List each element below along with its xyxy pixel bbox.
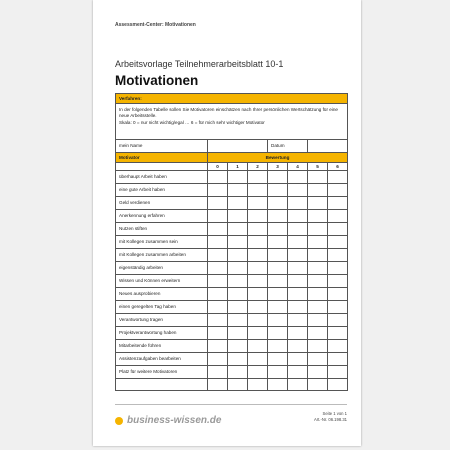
rating-cell[interactable] (308, 171, 328, 184)
rating-cell[interactable] (228, 210, 248, 223)
table-row (116, 197, 348, 210)
rating-cell[interactable] (328, 210, 348, 223)
rating-cell[interactable] (308, 340, 328, 353)
rating-cell[interactable] (288, 366, 308, 379)
table-row (116, 210, 348, 223)
rating-cell[interactable] (288, 262, 308, 275)
rating-cell[interactable] (208, 197, 228, 210)
scale-value: 1 (228, 163, 248, 171)
rating-cell[interactable] (288, 184, 308, 197)
rating-cell[interactable] (228, 340, 248, 353)
procedure-text: In der folgenden Tabelle sollen Sie Motivatoren einschätzen nach Ihrer persönlichen Wertschätzung für eine neue Arbeitsstelle. (119, 107, 338, 118)
rating-cell[interactable] (328, 314, 348, 327)
rating-cell[interactable] (208, 288, 228, 301)
rating-cell[interactable] (308, 210, 328, 223)
rating-cell[interactable] (268, 301, 288, 314)
footer-divider (115, 404, 347, 405)
table-row (116, 288, 348, 301)
rating-cell[interactable] (288, 327, 308, 340)
rating-cell[interactable] (208, 275, 228, 288)
rating-cell[interactable] (208, 301, 228, 314)
rating-cell[interactable] (248, 249, 268, 262)
rating-cell[interactable] (248, 327, 268, 340)
motivator-label: mit Kollegen zusammen arbeiten (116, 249, 208, 262)
motivator-label: Anerkennung erfahren (116, 210, 208, 223)
rating-cell[interactable] (228, 275, 248, 288)
column-header-rating: Bewertung (208, 153, 348, 163)
motivator-label: Neues ausprobieren (116, 288, 208, 301)
rating-cell[interactable] (328, 249, 348, 262)
document-title: Motivationen (115, 73, 199, 88)
rating-cell[interactable] (228, 184, 248, 197)
rating-cell[interactable] (328, 236, 348, 249)
rating-cell[interactable] (308, 236, 328, 249)
article-number: Art.-Nr. 06.198.31 (313, 417, 347, 422)
rating-cell[interactable] (248, 301, 268, 314)
rating-cell[interactable] (308, 275, 328, 288)
motivator-label: Geld verdienen (116, 197, 208, 210)
rating-cell[interactable] (228, 223, 248, 236)
rating-cell[interactable] (248, 288, 268, 301)
rating-cell[interactable] (228, 249, 248, 262)
motivator-label: Platz für weitere Motivatoren (116, 366, 208, 379)
rating-cell[interactable] (208, 379, 228, 391)
rating-cell[interactable] (208, 340, 228, 353)
rating-cell[interactable] (268, 262, 288, 275)
scale-value: 4 (288, 163, 308, 171)
rating-cell[interactable] (328, 327, 348, 340)
procedure-label: Verfahren: (116, 94, 348, 104)
name-label: mein Name (116, 140, 208, 153)
rating-cell[interactable] (268, 275, 288, 288)
rating-cell[interactable] (268, 366, 288, 379)
rating-cell[interactable] (248, 340, 268, 353)
rating-cell[interactable] (228, 366, 248, 379)
rating-cell[interactable] (328, 366, 348, 379)
motivator-label: eigenständig arbeiten (116, 262, 208, 275)
rating-cell[interactable] (208, 353, 228, 366)
rating-cell[interactable] (328, 301, 348, 314)
rating-cell[interactable] (248, 210, 268, 223)
rating-cell[interactable] (308, 249, 328, 262)
rating-cell[interactable] (308, 184, 328, 197)
rating-cell[interactable] (288, 223, 308, 236)
rating-cell[interactable] (208, 249, 228, 262)
rating-cell[interactable] (288, 379, 308, 391)
table-row (116, 236, 348, 249)
rating-cell[interactable] (228, 236, 248, 249)
rating-cell[interactable] (248, 275, 268, 288)
rating-cell[interactable] (228, 353, 248, 366)
rating-cell[interactable] (308, 327, 328, 340)
rating-cell[interactable] (268, 314, 288, 327)
motivator-label: mit Kollegen zusammen sein (116, 236, 208, 249)
rating-cell[interactable] (248, 366, 268, 379)
rating-cell[interactable] (268, 197, 288, 210)
rating-cell[interactable] (248, 197, 268, 210)
rating-cell[interactable] (308, 197, 328, 210)
rating-cell[interactable] (328, 353, 348, 366)
rating-cell[interactable] (328, 288, 348, 301)
rating-cell[interactable] (228, 171, 248, 184)
rating-cell[interactable] (248, 184, 268, 197)
rating-cell[interactable] (288, 314, 308, 327)
rating-cell[interactable] (308, 379, 328, 391)
rating-cell[interactable] (228, 262, 248, 275)
rating-cell[interactable] (228, 314, 248, 327)
rating-cell[interactable] (288, 275, 308, 288)
rating-cell[interactable] (268, 210, 288, 223)
rating-cell[interactable] (228, 301, 248, 314)
scale-value: 0 (208, 163, 228, 171)
table-row (116, 301, 348, 314)
rating-cell[interactable] (268, 249, 288, 262)
rating-cell[interactable] (308, 288, 328, 301)
motivator-label: Mitarbeitende führen (116, 340, 208, 353)
rating-cell[interactable] (228, 379, 248, 391)
rating-cell[interactable] (268, 171, 288, 184)
rating-cell[interactable] (248, 314, 268, 327)
table-row (116, 262, 348, 275)
rating-cell[interactable] (268, 184, 288, 197)
rating-cell[interactable] (328, 340, 348, 353)
rating-cell[interactable] (308, 301, 328, 314)
rating-cell[interactable] (268, 379, 288, 391)
rating-cell[interactable] (208, 171, 228, 184)
rating-cell[interactable] (268, 236, 288, 249)
table-row (116, 353, 348, 366)
motivator-label: einen geregelten Tag haben (116, 301, 208, 314)
table-row (116, 171, 348, 184)
logo-text: business-wissen.de (127, 415, 222, 426)
rating-cell[interactable] (308, 223, 328, 236)
rating-cell[interactable] (248, 171, 268, 184)
table-row (116, 366, 348, 379)
procedure-scale: Skala: 0 = nur nicht wichtig/egal … 6 = für mich sehr wichtiger Motivator (119, 119, 265, 125)
table-row (116, 184, 348, 197)
table-row (116, 314, 348, 327)
document-page (93, 0, 361, 446)
scale-value: 2 (248, 163, 268, 171)
procedure-description (116, 104, 348, 140)
rating-cell[interactable] (248, 223, 268, 236)
table-row (116, 327, 348, 340)
rating-cell[interactable] (328, 379, 348, 391)
rating-cell[interactable] (208, 223, 228, 236)
rating-cell[interactable] (208, 184, 228, 197)
table-row (116, 249, 348, 262)
rating-cell[interactable] (328, 262, 348, 275)
motivator-label: Nutzen stiften (116, 223, 208, 236)
rating-cell[interactable] (248, 236, 268, 249)
motivator-label: Verantwortung tragen (116, 314, 208, 327)
date-field[interactable] (308, 140, 348, 153)
rating-cell[interactable] (248, 262, 268, 275)
rating-cell[interactable] (288, 249, 308, 262)
rating-cell[interactable] (268, 327, 288, 340)
rating-cell[interactable] (328, 223, 348, 236)
scale-spacer (116, 163, 208, 171)
table-row (116, 223, 348, 236)
rating-cell[interactable] (268, 288, 288, 301)
page-info (314, 411, 347, 423)
brand-logo (115, 415, 221, 426)
rating-cell[interactable] (268, 353, 288, 366)
rating-cell[interactable] (288, 340, 308, 353)
motivator-label: Assistenzaufgaben bearbeiten (116, 353, 208, 366)
name-field[interactable] (208, 140, 268, 153)
table-row (116, 340, 348, 353)
rating-cell[interactable] (208, 262, 228, 275)
motivator-label: Wissen und Können erweitern (116, 275, 208, 288)
rating-cell[interactable] (288, 301, 308, 314)
rating-cell[interactable] (288, 353, 308, 366)
rating-cell[interactable] (308, 353, 328, 366)
rating-cell[interactable] (288, 236, 308, 249)
table-row (116, 275, 348, 288)
rating-cell[interactable] (308, 262, 328, 275)
document-subtitle: Arbeitsvorlage Teilnehmerarbeitsblatt 10-1 (115, 59, 284, 69)
rating-cell[interactable] (308, 314, 328, 327)
rating-cell[interactable] (208, 314, 228, 327)
rating-cell[interactable] (248, 379, 268, 391)
header-label: Assessment-Center: Motivationen (115, 22, 196, 28)
rating-cell[interactable] (328, 275, 348, 288)
rating-cell[interactable] (288, 197, 308, 210)
motivator-label: eine gute Arbeit haben (116, 184, 208, 197)
table-row (116, 379, 348, 391)
rating-cell[interactable] (288, 288, 308, 301)
scale-value: 3 (268, 163, 288, 171)
scale-value: 5 (308, 163, 328, 171)
page-number: Seite 1 von 1 (322, 411, 347, 416)
rating-cell[interactable] (208, 236, 228, 249)
scale-value: 6 (328, 163, 348, 171)
column-header-motivator: Motivator (116, 153, 208, 163)
motivation-worksheet (115, 93, 348, 391)
logo-dot-icon (115, 417, 123, 425)
rating-cell[interactable] (248, 353, 268, 366)
rating-cell[interactable] (328, 171, 348, 184)
rating-cell[interactable] (328, 197, 348, 210)
rating-cell[interactable] (328, 184, 348, 197)
rating-cell[interactable] (228, 327, 248, 340)
scale-row (116, 163, 348, 171)
rating-cell[interactable] (208, 366, 228, 379)
rating-cell[interactable] (288, 210, 308, 223)
rating-cell[interactable] (208, 327, 228, 340)
motivator-label: Projektverantwortung haben (116, 327, 208, 340)
date-label: Datum (268, 140, 308, 153)
rating-cell[interactable] (228, 197, 248, 210)
rating-cell[interactable] (228, 288, 248, 301)
rating-cell[interactable] (208, 210, 228, 223)
motivator-blank-label[interactable] (116, 379, 208, 391)
rating-cell[interactable] (288, 171, 308, 184)
rating-cell[interactable] (268, 223, 288, 236)
rating-cell[interactable] (268, 340, 288, 353)
rating-cell[interactable] (308, 366, 328, 379)
motivator-label: überhaupt Arbeit haben (116, 171, 208, 184)
